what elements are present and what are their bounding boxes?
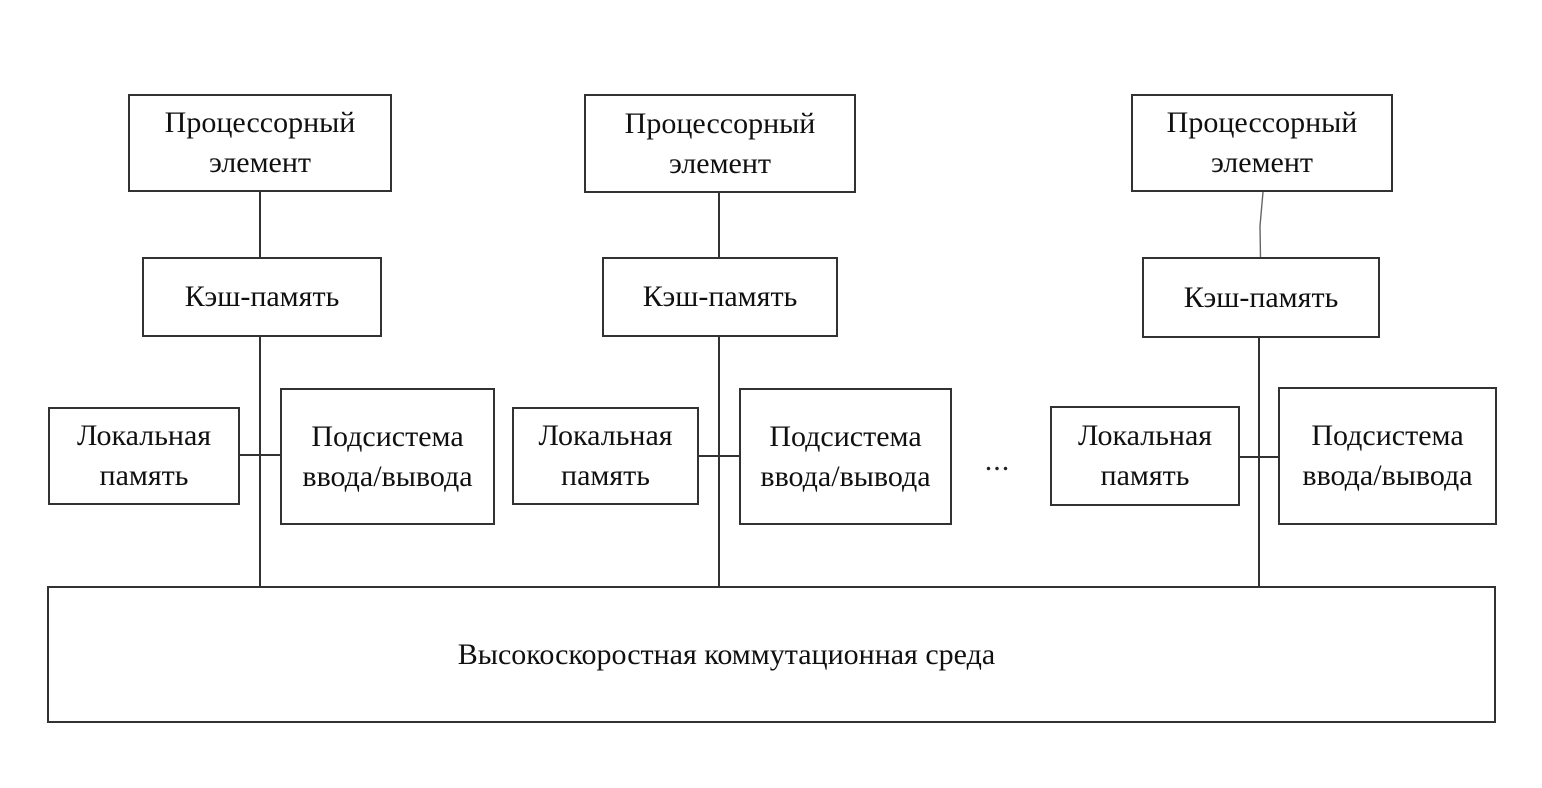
io-subsystem-label-line2: ввода/вывода — [760, 459, 931, 493]
ellipsis-continuation: ... — [984, 444, 1011, 477]
local-memory-box-2 — [512, 407, 699, 505]
io-subsystem-label-line1: Подсистема — [311, 419, 464, 453]
processor-element-label-line2: элемент — [1210, 146, 1314, 179]
processor-element-label-line1: Процессорный — [164, 106, 356, 139]
cache-memory-label: Кэш-память — [184, 280, 340, 313]
processor-element-box-2 — [584, 94, 856, 193]
io-subsystem-label-line2: ввода/вывода — [1302, 459, 1473, 492]
cache-memory-box-1 — [142, 257, 382, 337]
io-subsystem-box-2 — [739, 388, 952, 525]
io-subsystem-box-3 — [1278, 387, 1497, 525]
io-subsystem-label-line2: ввода/вывода — [302, 459, 473, 493]
local-memory-label-line2: память — [99, 459, 189, 492]
processor-element-box-3 — [1131, 94, 1393, 192]
io-subsystem-box-1 — [280, 388, 495, 525]
interconnect-bus-label: Высокоскоростная коммутационная среда — [457, 637, 996, 671]
processor-element-label-line1: Процессорный — [1166, 106, 1358, 139]
local-memory-label-line1: Локальная — [76, 419, 212, 452]
local-memory-label-line2: память — [561, 459, 650, 492]
processor-element-label-line2: элемент — [668, 146, 772, 180]
cache-memory-label: Кэш-память — [642, 280, 798, 313]
interconnect-bus-box — [47, 586, 1496, 723]
local-memory-label-line2: память — [1100, 459, 1190, 492]
local-memory-box-3 — [1050, 406, 1240, 506]
cache-memory-label: Кэш-память — [1183, 280, 1339, 314]
io-subsystem-label-line1: Подсистема — [1311, 419, 1464, 452]
processor-element-label-line2: элемент — [208, 146, 312, 179]
local-memory-box-1 — [48, 407, 240, 505]
local-memory-label-line1: Локальная — [538, 419, 673, 452]
processor-element-label-line1: Процессорный — [624, 106, 816, 140]
cache-memory-box-2 — [602, 257, 838, 337]
io-subsystem-label-line1: Подсистема — [769, 419, 922, 453]
cache-memory-box-3 — [1142, 257, 1380, 338]
processor-element-box-1 — [128, 94, 392, 192]
local-memory-label-line1: Локальная — [1077, 419, 1213, 452]
